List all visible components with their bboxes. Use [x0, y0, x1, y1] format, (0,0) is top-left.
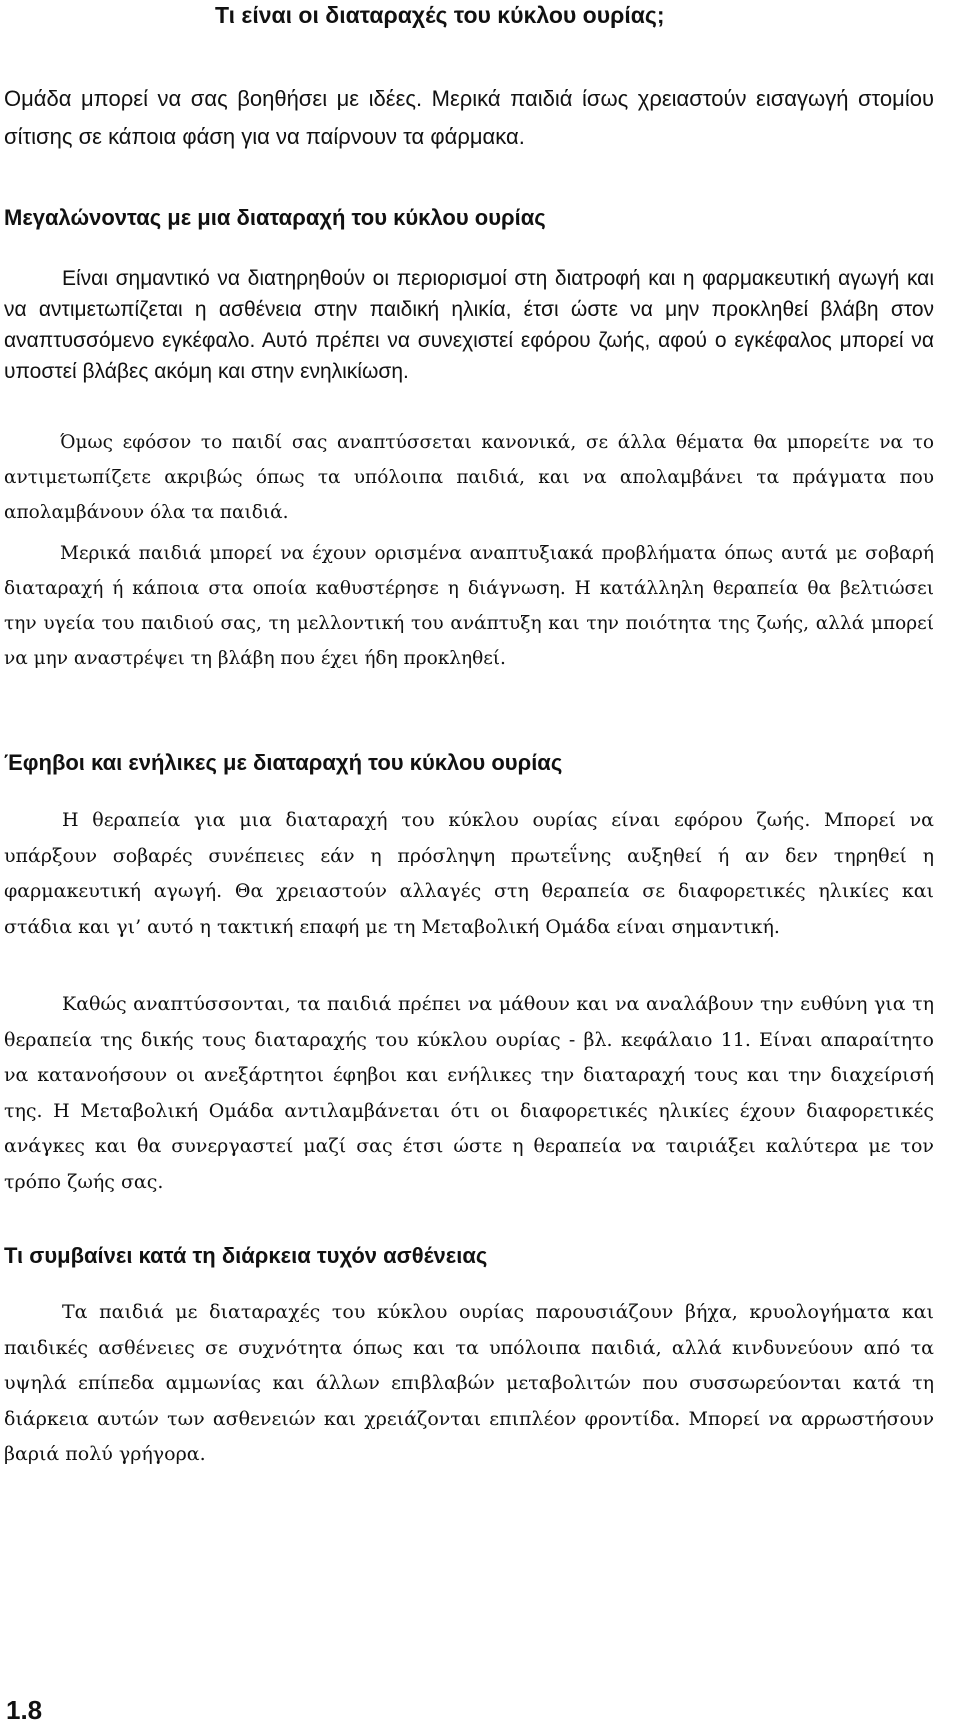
section-growing-up-body-2 [4, 425, 934, 530]
section-growing-up-body-3 [4, 536, 934, 676]
paragraph: Τα παιδιά με διαταραχές του κύκλου ουρίας παρουσιάζουν βήχα, κρυολογήματα και παιδικές ασθένειες σε συχνότητα όπως και τα υπόλοιπα παιδιά, αλλά κινδυνεύουν από τα υψηλά επίπεδα αμμωνίας και άλλων επιβλαβών μεταβολιτών που συσσωρεύονται κατά τη διάρκεια αυτών των ασθενειών και χρειάζονται επιπλέον φροντίδα. Μπορεί να αρρωστήσουν βαριά πολύ γρήγορα. [4, 1301, 934, 1465]
intro-paragraph: Ομάδα μπορεί να σας βοηθήσει με ιδέες. Μερικά παιδιά ίσως χρειαστούν εισαγωγή στομίου σίτισης σε κάποια φάση για να παίρνουν τα φάρμακα. [4, 86, 934, 149]
paragraph: Είναι σημαντικό να διατηρηθούν οι περιορισμοί στη διατροφή και η φαρμακευτική αγωγή και να αντιμετωπίζεται η ασθένεια στην παιδική ηλικία, έτσι ώστε να μην προκληθεί βλάβη στον αναπτυσσόμενο εγκέφαλο. Αυτό πρέπει να συνεχιστεί εφόρου ζωής, αφού ο εγκέφαλος μπορεί να υποστεί βλάβες ακόμη και στην ενηλικίωση. [4, 267, 934, 383]
section-growing-up [4, 205, 934, 231]
section-heading: Τι συμβαίνει κατά τη διάρκεια τυχόν ασθένειας [4, 1243, 488, 1268]
paragraph: Μερικά παιδιά μπορεί να έχουν ορισμένα αναπτυξιακά προβλήματα όπως αυτά με σοβαρή διαταραχή ή κάποια στα οποία καθυστέρησε η διάγνωση. Η κατάλληλη θεραπεία θα βελτιώσει την υγεία του παιδιού σας, τη μελλοντική του ανάπτυξη και την ποιότητα της ζωής, αλλά μπορεί να μην αναστρέψει τη βλάβη που έχει ήδη προκληθεί. [4, 543, 934, 669]
section-illness [4, 1243, 934, 1269]
section-heading: Έφηβοι και ενήλικες με διαταραχή του κύκλου ουρίας [4, 750, 563, 775]
paragraph: Η θεραπεία για μια διαταραχή του κύκλου ουρίας είναι εφόρου ζωής. Μπορεί να υπάρξουν σοβαρές συνέπειες εάν η πρόσληψη πρωτεΐνης αυξηθεί ή αν δεν τηρηθεί η φαρμακευτική αγωγή. Θα χρειαστούν αλλαγές στη θεραπεία σε διαφορετικές ηλικίες και στάδια και γι’ αυτό η τακτική επαφή με τη Μεταβολική Ομάδα είναι σημαντική. [4, 809, 934, 938]
section-teens-adults-body-2 [4, 987, 934, 1200]
section-illness-body [4, 1295, 934, 1473]
paragraph: Καθώς αναπτύσσονται, τα παιδιά πρέπει να μάθουν και να αναλάβουν την ευθύνη για τη θεραπεία της δικής τους διαταραχής του κύκλου ουρίας - βλ. κεφάλαιο 11. Είναι απαραίτητο να κατανοήσουν οι ανεξάρτητοι έφηβοι και ενήλικες την διαταραχή τους και την διαχείρισή της. Η Μεταβολική Ομάδα αντιλαμβάνεται ότι οι διαφορετικές ηλικίες έχουν διαφορετικές ανάγκες και θα συνεργαστεί μαζί σας έτσι ώστε η θεραπεία να ταιριάξει καλύτερα με τον τρόπο ζωής σας. [4, 993, 934, 1193]
section-teens-adults [4, 750, 934, 776]
paragraph: Όμως εφόσον το παιδί σας αναπτύσσεται κανονικά, σε άλλα θέματα θα μπορείτε να το αντιμετωπίζετε ακριβώς όπως τα υπόλοιπα παιδιά, και να απολαμβάνει τα πράγματα που απολαμβάνουν όλα τα παιδιά. [4, 432, 934, 523]
page-title: Τι είναι οι διαταραχές του κύκλου ουρίας; [215, 2, 665, 28]
page-number: 1.8 [6, 1695, 43, 1725]
section-growing-up-body [4, 263, 934, 387]
section-heading: Μεγαλώνοντας με μια διαταραχή του κύκλου ουρίας [4, 205, 546, 230]
intro-block [4, 80, 934, 156]
section-teens-adults-body [4, 803, 934, 945]
